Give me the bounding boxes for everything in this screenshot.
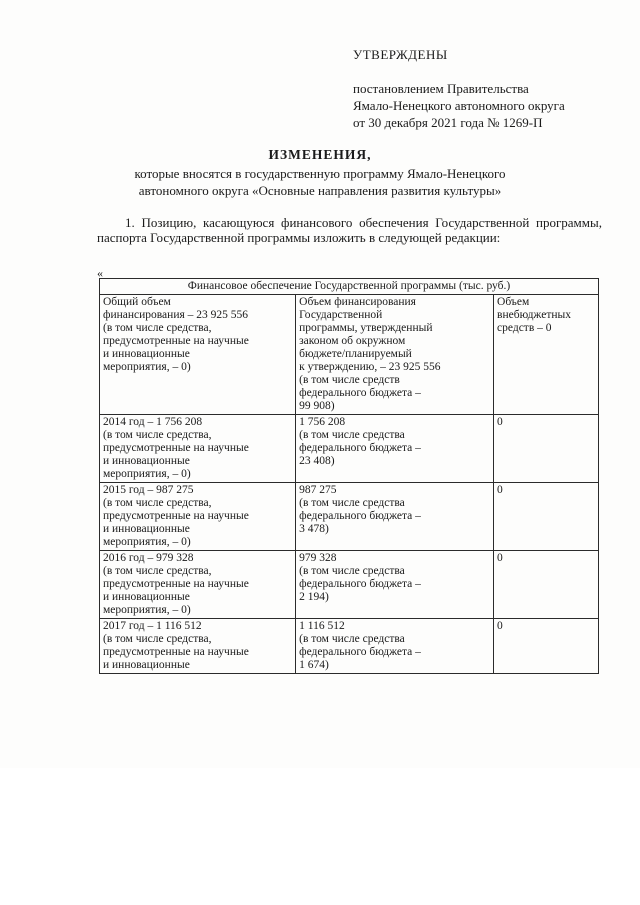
table-cell	[494, 483, 599, 551]
table-row	[100, 551, 599, 619]
cell-text-line: 0	[497, 620, 503, 632]
cell-text-line: и инновационные	[103, 659, 190, 671]
table-cell	[494, 551, 599, 619]
approval-line: от 30 декабря 2021 года № 1269-П	[353, 115, 543, 130]
cell-text-line: средств – 0	[497, 322, 552, 334]
document-subtitle: которые вносятся в государственную программу Ямало-Ненецкого автономного округа «Основные направления развития культуры»	[134, 166, 506, 198]
cell-text-line: Объем	[497, 296, 530, 308]
cell-text-line: (в том числе средства	[299, 429, 405, 441]
table-cell	[494, 295, 599, 415]
table-cell	[296, 415, 494, 483]
cell-text-line: 2014 год – 1 756 208	[103, 416, 203, 428]
cell-text-line: 2017 год – 1 116 512	[103, 620, 202, 632]
cell-text-line: федерального бюджета –	[299, 510, 421, 522]
cell-text-line: законом об окружном	[299, 335, 406, 347]
cell-text-line: 2015 год – 987 275	[103, 484, 194, 496]
table-cell	[100, 415, 296, 483]
opening-quote: «	[97, 266, 103, 280]
cell-text-line: 1 756 208	[299, 416, 346, 428]
cell-text-line: Государственной	[299, 309, 383, 321]
cell-text-line: (в том числе средства,	[103, 322, 212, 334]
table-cell	[296, 295, 494, 415]
cell-text-line: 23 408)	[299, 455, 335, 467]
body-paragraph: 1. Позицию, касающуюся финансового обеспечения Государственной программы, паспорта Государственной программы изложить в следующей редакции:	[97, 215, 602, 245]
table-cell	[100, 619, 296, 674]
table-row	[100, 483, 599, 551]
cell-text-line: федерального бюджета –	[299, 578, 421, 590]
cell-text-line: федерального бюджета –	[299, 442, 421, 454]
cell-text-line: бюджете/планируемый	[299, 348, 412, 360]
table-header-row	[100, 279, 599, 295]
cell-text-line: мероприятия, – 0)	[103, 468, 191, 480]
cell-text-line: и инновационные	[103, 591, 190, 603]
cell-text-line: 979 328	[299, 552, 337, 564]
approval-block	[353, 46, 565, 131]
cell-text-line: (в том числе средства,	[103, 565, 212, 577]
table-cell	[100, 295, 296, 415]
table-cell	[296, 551, 494, 619]
cell-text-line: (в том числе средства,	[103, 633, 212, 645]
cell-text-line: предусмотренные на научные	[103, 335, 249, 347]
cell-text-line: (в том числе средства,	[103, 497, 212, 509]
cell-text-line: Объем финансирования	[299, 296, 416, 308]
cell-text-line: и инновационные	[103, 523, 190, 535]
blank-margin	[0, 768, 640, 905]
table-cell	[100, 483, 296, 551]
cell-text-line: 987 275	[299, 484, 337, 496]
cell-text-line: финансирования – 23 925 556	[103, 309, 249, 321]
financing-table	[99, 278, 599, 674]
cell-text-line: предусмотренные на научные	[103, 646, 249, 658]
cell-text-line: (в том числе средства	[299, 565, 405, 577]
cell-text-line: федерального бюджета –	[299, 387, 421, 399]
cell-text-line: федерального бюджета –	[299, 646, 421, 658]
cell-text-line: к утверждению, – 23 925 556	[299, 361, 441, 373]
cell-text-line: 2016 год – 979 328	[103, 552, 194, 564]
cell-text-line: мероприятия, – 0)	[103, 536, 191, 548]
cell-text-line: (в том числе средства	[299, 497, 405, 509]
table-row	[100, 619, 599, 674]
cell-text-line: Общий объем	[103, 296, 171, 308]
cell-text-line: 1 674)	[299, 659, 329, 671]
approval-line: постановлением Правительства	[353, 81, 529, 96]
cell-text-line: мероприятия, – 0)	[103, 361, 191, 373]
cell-text-line: предусмотренные на научные	[103, 442, 249, 454]
cell-text-line: внебюджетных	[497, 309, 571, 321]
table-row	[100, 415, 599, 483]
cell-text-line: 3 478)	[299, 523, 329, 535]
cell-text-line: 0	[497, 416, 503, 428]
table-cell	[494, 415, 599, 483]
approval-title: УТВЕРЖДЕНЫ	[353, 47, 448, 62]
cell-text-line: предусмотренные на научные	[103, 510, 249, 522]
table-cell	[494, 619, 599, 674]
table-cell	[296, 619, 494, 674]
cell-text-line: 0	[497, 484, 503, 496]
cell-text-line: программы, утвержденный	[299, 322, 433, 334]
approval-line: Ямало-Ненецкого автономного округа	[353, 98, 565, 113]
cell-text-line: предусмотренные на научные	[103, 578, 249, 590]
cell-text-line: (в том числе средства,	[103, 429, 212, 441]
cell-text-line: 1 116 512	[299, 620, 345, 632]
cell-text-line: (в том числе средств	[299, 374, 400, 386]
cell-text-line: мероприятия, – 0)	[103, 604, 191, 616]
cell-text-line: и инновационные	[103, 455, 190, 467]
table-cell	[100, 551, 296, 619]
cell-text-line: (в том числе средства	[299, 633, 405, 645]
table-header: Финансовое обеспечение Государственной программы (тыс. руб.)	[100, 279, 599, 295]
cell-text-line: 2 194)	[299, 591, 329, 603]
cell-text-line: 99 908)	[299, 400, 335, 412]
cell-text-line: 0	[497, 552, 503, 564]
table-cell	[296, 483, 494, 551]
document-title: ИЗМЕНЕНИЯ,	[268, 147, 372, 162]
cell-text-line: и инновационные	[103, 348, 190, 360]
table-summary-row	[100, 295, 599, 415]
